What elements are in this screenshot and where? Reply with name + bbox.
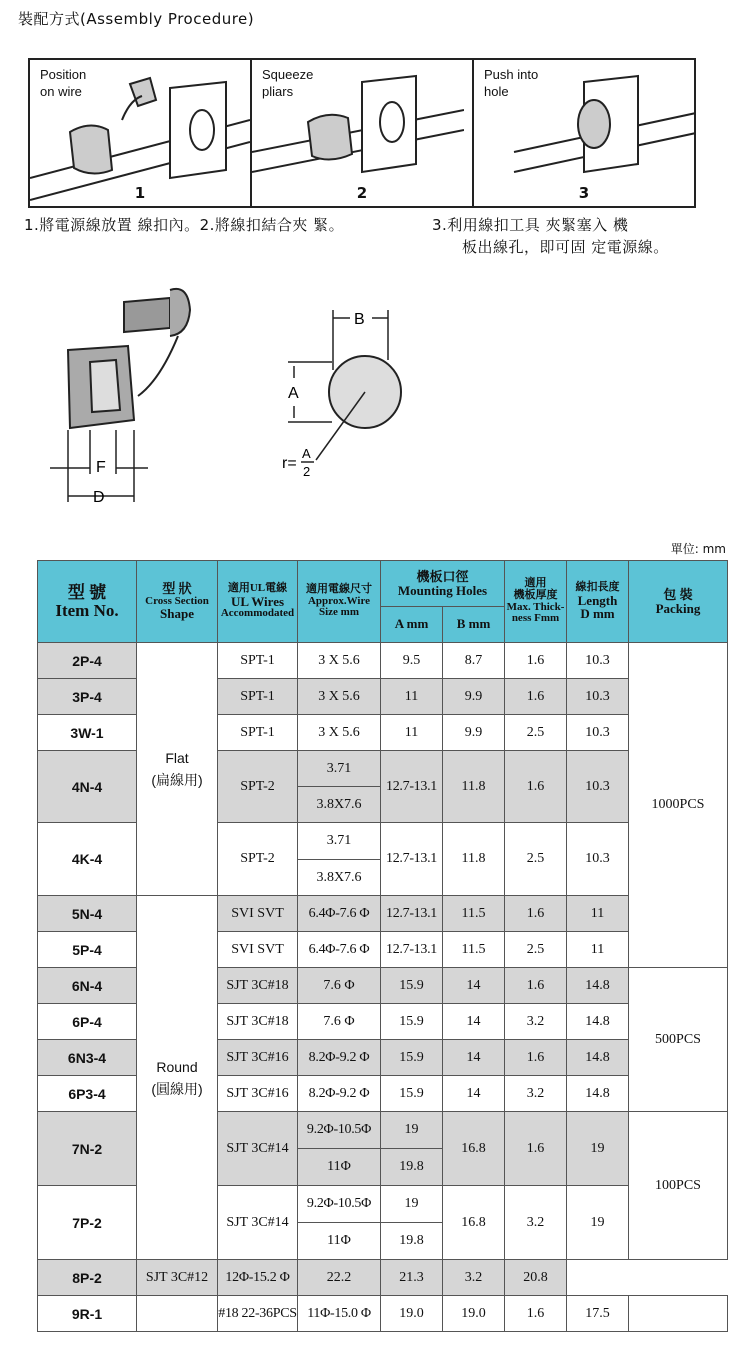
item-no: 2P-4 [38,643,137,679]
header-b-mm: B mm [443,607,505,643]
table-row: 7P-2 SJT 3C#14 9.2Φ-10.5Φ 19 16.8 3.2 19 [38,1186,728,1223]
assembly-steps-panels [28,58,696,208]
step-panel-1 [30,60,252,206]
page-title: 裝配方式(Assembly Procedure) [18,10,255,28]
header-a-mm: A mm [381,607,443,643]
header-packing: 包 裝 Packing [629,561,728,643]
step-3-line2: 板出線孔，即可固 定電源線。 [462,238,669,256]
table-row: 6N-4 SJT 3C#18 7.6 Φ 15.9 14 1.6 14.8 500PCS [38,968,728,1004]
table-row: 11Φ 19.8 [38,1149,728,1186]
bushing-dimension-diagrams [20,270,460,520]
table-row: 2P-4 Flat (扁線用) SPT-1 3 X 5.6 9.5 8.7 1.6 10.3 1000PCS [38,643,728,679]
header-item-no: 型 號 Item No. [38,561,137,643]
header-ul-wires: 適用UL電線 UL Wires Accommodated [218,561,298,643]
step-3-caption-line1: Push into [484,67,539,82]
dim-label-b: B [354,311,365,328]
shape-flat: Flat (扁線用) [137,643,218,896]
step-1-number: 1 [134,184,146,202]
radius-label: r= [282,455,297,472]
table-row: 8P-2 SJT 3C#12 12Φ-15.2 Φ 22.2 21.3 3.2 20.8 [38,1260,728,1296]
step-3-line1: 3.利用線扣工具 夾緊塞入 機 [432,216,629,234]
step-3-caption-line2: hole [484,84,509,99]
shape-round: Round (圓線用) [137,896,218,1260]
step-2-number: 2 [356,184,368,202]
table-row: 11Φ 19.8 [38,1223,728,1260]
unit-label: 單位: mm [670,542,726,556]
table-row: 3.8X7.6 [38,787,728,823]
step-1-caption-line1: Position [40,67,87,82]
header-wire-size: 適用電線尺寸 Approx.Wire Size mm [298,561,381,643]
table-row: 5P-4 SVI SVT 6.4Φ-7.6 Φ 12.7-13.1 11.5 2.5 11 [38,932,728,968]
step-2-caption-line1: Squeeze [262,67,314,82]
step-3-number: 3 [578,184,590,202]
step-1-caption-line2: on wire [40,84,82,99]
table-row: 3.8X7.6 [38,860,728,896]
table-row: 3P-4 SPT-1 3 X 5.6 11 9.9 1.6 10.3 [38,679,728,715]
table-row: 6P3-4 SJT 3C#16 8.2Φ-9.2 Φ 15.9 14 3.2 14.8 [38,1076,728,1112]
table-row: 4N-4 SPT-2 3.71 12.7-13.1 11.8 1.6 10.3 [38,751,728,787]
spec-table [37,560,728,1332]
radius-fraction-numerator: A [302,446,311,461]
bushing-side-view [50,289,190,506]
table-row: 7N-2 SJT 3C#14 9.2Φ-10.5Φ 19 16.8 1.6 19 100PCS [38,1112,728,1149]
packing-1000pcs: 1000PCS [629,643,728,968]
shape-empty [137,1296,218,1332]
dim-label-a: A [288,385,299,402]
step-panel-3 [474,60,694,206]
header-mounting-holes: 機板口徑 Mounting Holes [381,561,505,607]
table-row: 9R-1 #18 22-36PCS 11Φ-15.0 Φ 19.0 19.0 1.6 17.5 [38,1296,728,1332]
packing-500pcs: 500PCS [629,968,728,1112]
header-thickness: 適用 機板厚度 Max. Thick- ness Fmm [505,561,567,643]
table-row: 4K-4 SPT-2 3.71 12.7-13.1 11.8 2.5 10.3 [38,823,728,860]
steps-1-2: 1.將電源線放置 線扣內。2.將線扣結合夾 緊。 [24,216,345,234]
packing-100pcs: 100PCS [629,1112,728,1260]
step-2-caption-line2: pliars [262,84,294,99]
table-row: 6N3-4 SJT 3C#16 8.2Φ-9.2 Φ 15.9 14 1.6 14.8 [38,1040,728,1076]
dim-label-d: D [93,489,105,506]
packing-empty [629,1296,728,1332]
header-shape: 型 狀 Cross Section Shape [137,561,218,643]
step-panel-2 [252,60,474,206]
header-length: 線扣長度 Length D mm [567,561,629,643]
mounting-hole-view [282,310,401,479]
table-row: 3W-1 SPT-1 3 X 5.6 11 9.9 2.5 10.3 [38,715,728,751]
radius-fraction-denominator: 2 [303,464,311,479]
table-row: 5N-4 Round (圓線用) SVI SVT 6.4Φ-7.6 Φ 12.7-13.1 11.5 1.6 11 [38,896,728,932]
dim-label-f: F [96,459,106,476]
table-row: 6P-4 SJT 3C#18 7.6 Φ 15.9 14 3.2 14.8 [38,1004,728,1040]
